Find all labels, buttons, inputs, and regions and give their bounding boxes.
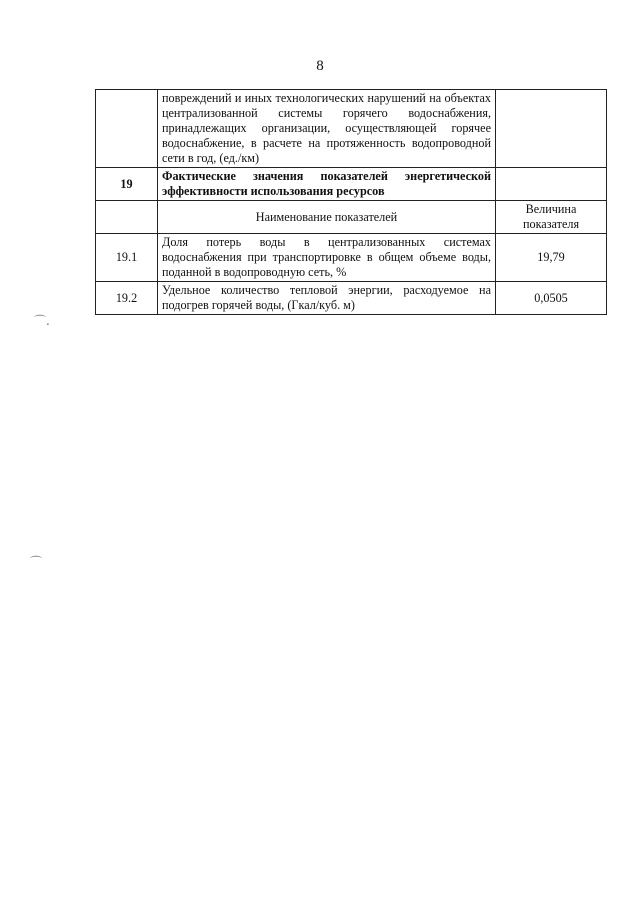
column-header-value: Величина показателя (496, 201, 607, 234)
row-value (496, 90, 607, 168)
table-row (96, 90, 607, 168)
column-header-row (96, 201, 607, 234)
row-number (96, 201, 158, 234)
section-title: Фактические значения показателей энергетической эффективности использования ресурсов (158, 168, 496, 201)
scan-mark: ⌒. (34, 314, 50, 328)
table-row (96, 282, 607, 315)
row-description: повреждений и иных технологических нарушений на объектах централизованной системы горячего водоснабжения, принадлежащих организации, осуществляющей горячее водоснабжение, в расчете на протяженность водопроводной сети в год, (ед./км) (158, 90, 496, 168)
section-header-row (96, 168, 607, 201)
row-description: Удельное количество тепловой энергии, расходуемое на подогрев горячей воды, (Гкал/куб. м) (158, 282, 496, 315)
row-number: 19.2 (96, 282, 158, 315)
page-number: 8 (316, 58, 324, 74)
row-value: 19,79 (496, 234, 607, 282)
column-header-name: Наименование показателей (158, 201, 496, 234)
scan-mark: ⌒ (30, 555, 43, 569)
row-number (96, 90, 158, 168)
table-row (96, 234, 607, 282)
section-number: 19 (96, 168, 158, 201)
row-number: 19.1 (96, 234, 158, 282)
row-value: 0,0505 (496, 282, 607, 315)
indicators-table (95, 89, 607, 315)
row-value (496, 168, 607, 201)
row-description: Доля потерь воды в централизованных системах водоснабжения при транспортировке в общем объеме воды, поданной в водопроводную сеть, % (158, 234, 496, 282)
